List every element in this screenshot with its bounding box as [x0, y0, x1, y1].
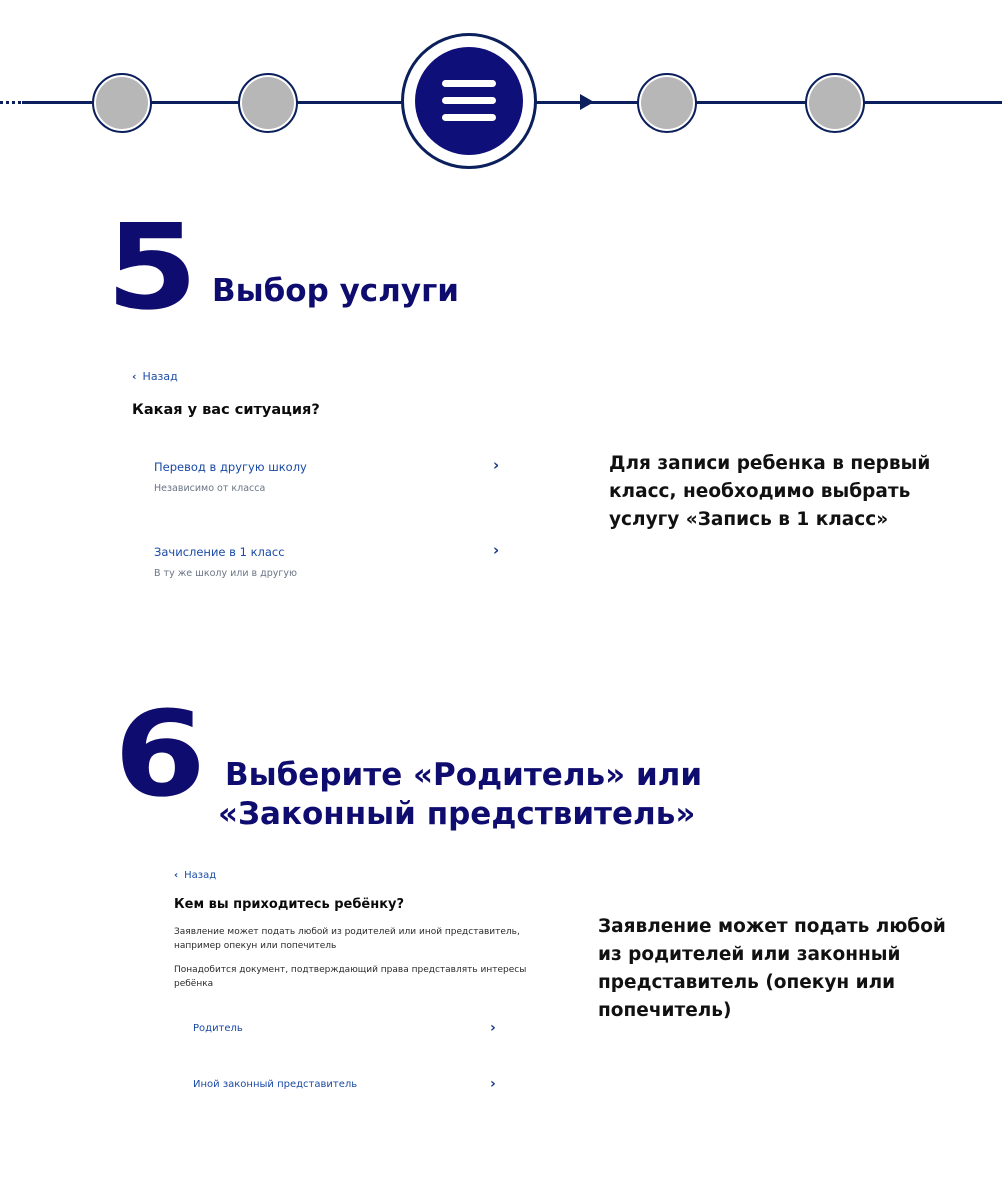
back-link[interactable] [174, 870, 216, 881]
stepper-dashed-line [0, 101, 22, 104]
menu-icon [415, 47, 523, 155]
chevron-right-icon: › [490, 1076, 496, 1092]
option-hint: В ту же школу или в другую [154, 568, 297, 579]
option-label: Зачисление в 1 класс [154, 545, 285, 559]
step-number-6: 6 [114, 685, 202, 823]
form-question: Какая у вас ситуация? [132, 402, 320, 418]
explanation-line: Заявление может подать любой [598, 916, 946, 937]
step-number-5: 5 [106, 198, 194, 336]
chevron-right-icon: › [493, 541, 500, 559]
chevron-left-icon: ‹ [174, 870, 179, 881]
step-circle-2 [238, 73, 298, 133]
explanation-text-6 [598, 913, 946, 1025]
chevron-left-icon: ‹ [132, 370, 137, 383]
chevron-right-icon: › [493, 456, 500, 474]
step-circle-current [401, 33, 537, 169]
arrow-right-icon [580, 94, 594, 110]
note-line: ребёнка [174, 979, 214, 989]
section-title-6-line1: Выберите «Родитель» или [225, 757, 703, 793]
note-line: например опекун или попечитель [174, 941, 337, 951]
explanation-line: Для записи ребенка в первый [609, 453, 931, 474]
option-label: Перевод в другую школу [154, 460, 307, 474]
back-link-label: Назад [142, 370, 178, 383]
chevron-right-icon: › [490, 1020, 496, 1036]
explanation-line: класс, необходимо выбрать [609, 481, 911, 502]
option-hint: Независимо от класса [154, 483, 266, 494]
explanation-line: из родителей или законный [598, 944, 901, 965]
note-document [174, 963, 526, 991]
step-circle-4 [637, 73, 697, 133]
section-title-6-line2: «Законный предствитель» [218, 796, 696, 832]
form-question: Кем вы приходитесь ребёнку? [174, 897, 405, 912]
explanation-line: попечитель) [598, 1000, 732, 1021]
explanation-text-5 [609, 450, 930, 534]
back-link[interactable] [132, 370, 178, 383]
explanation-line: услугу «Запись в 1 класс» [609, 509, 889, 530]
note-line: Заявление может подать любой из родителей или иной представитель, [174, 927, 520, 937]
section-title-5: Выбор услуги [212, 273, 460, 309]
explanation-line: представитель (опекун или [598, 972, 896, 993]
option-label: Иной законный представитель [193, 1079, 358, 1090]
option-label: Родитель [193, 1023, 243, 1034]
step-circle-1 [92, 73, 152, 133]
note-applicant [174, 925, 520, 953]
note-line: Понадобится документ, подтверждающий права представлять интересы [174, 965, 527, 975]
back-link-label: Назад [184, 870, 217, 881]
step-circle-5 [805, 73, 865, 133]
